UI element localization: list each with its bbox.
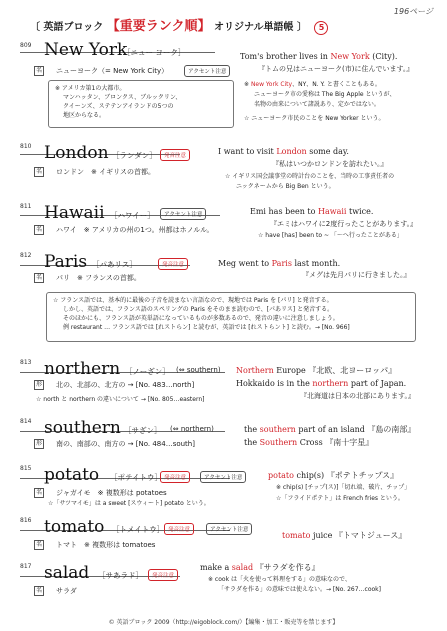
title-prefix: 〔 英語ブロック [30,22,104,33]
example-phrase: make a salad 『サラダを作る』 [200,563,320,572]
pronunciation: ［ランダン］ [112,151,157,160]
example-sentence: Tom's brother lives in New York (City). [240,52,398,61]
note-line: しかし、英語では、フランス語のスペリングの Paris をそのまま読むので、[パあリス] と発音する。 [63,306,334,313]
accent-tag: アクセント注意 [184,65,230,77]
entry-number: 811 [20,203,32,210]
headword: southern [44,418,121,438]
antonym: (⇔ northern) [170,425,214,433]
example-phrase: the Southern Cross 『南十字星』 [244,438,374,447]
pos-noun-badge: 名 [35,168,42,175]
example-sentence: Meg went to Paris last month. [218,259,341,268]
note: ニューヨーク市の愛称は The Big Apple というが、 [254,91,396,98]
meaning: ハワイ ※ アメリカの州の1つ。州都はホノルル。 [56,226,214,234]
note-line: マンハッタン、ブロンクス、ブルックリン、 [63,94,182,101]
note: ※ New York City、NY、N. Y. と書くこともある。 [244,81,381,88]
note: 名物の由来について諸説あり、定かではない。 [254,101,380,108]
pronunciation: ［トメイトウ］ [112,525,165,534]
note-line: 地区からなる。 [63,112,106,119]
headword: London [44,143,109,163]
note-box [46,292,416,342]
pronunciation-tag: 発音注意 [160,149,190,161]
pos-noun-badge: 名 [35,226,42,233]
accent-tag: アクセント注意 [206,523,252,535]
note: ☆ have [has] been to ~ 「～へ行ったことがある」 [258,232,403,239]
pronunciation: ［サざン］ [124,426,162,435]
note-line: クイーンズ、ステテンアイランドの5つの [63,103,174,110]
meaning: ニューヨーク（= New York City） [56,67,169,75]
meaning: パリ ※ フランスの首都。 [56,274,141,282]
note: ※ cook は「火を使って料理をする」の意味なので、 [208,576,351,583]
note: ※ chip(s) [チップ(ス)]「切れ端、破片、チップ」 [276,484,411,491]
pronunciation-tag: 発音注意 [164,523,194,535]
note: ☆ north と northern の違いについて → [No. 805…eastern] [36,396,205,403]
headword: salad [44,563,90,583]
note: ☆ イギリス国会議事堂の時計台のことを、当時の工事責任者の [225,173,395,180]
note-line: ※ アメリカ第1の大都市。 [55,85,126,92]
headword: tomato [44,517,105,537]
example-sentence: I want to visit London some day. [218,147,349,156]
example-translation: 『北海道は日本の北部にあります。』 [300,392,415,400]
title-suffix: オリジナル単語帳 〕 [214,22,307,33]
note: 「サラダを作る」の意味では使えない。→ [No. 267…cook] [218,586,381,593]
headword: potato [44,465,100,485]
meaning: トマト ※ 複数形は tomatoes [56,541,156,549]
pronunciation: ［ハワイー］ [110,211,155,220]
antonym: (⇔ southern) [176,366,221,374]
entry-number: 810 [20,143,32,150]
example-translation: 『私はいつかロンドンを訪れたい。』 [272,160,388,168]
pronunciation: ［ポテイトウ］ [110,473,162,482]
example-translation: 『トムの兄はニューヨーク(市)に住んでいます。』 [258,65,414,73]
pos-noun-badge: 名 [35,274,42,281]
pronunciation-tag: 発音注意 [158,258,188,270]
note: ☆「フライドポテト」は French fries という。 [276,495,404,502]
title-main: 【重要ランク順】 [106,19,211,34]
example-sentence: Hokkaido is in the northern part of Japan. [236,379,407,388]
note: ☆ ニューヨーク市民のことを New Yorker という。 [244,115,385,122]
example-phrase: potato chip(s) 『ポテトチップス』 [268,471,399,480]
entry-number: 812 [20,252,32,259]
entry-number: 809 [20,42,32,49]
example-translation: 『エミはハワイに2度行ったことがあります。』 [270,220,418,228]
pos-adjective-badge: 形 [35,381,42,388]
pronunciation: ［ノーざン］ [125,367,170,376]
note-line: ☆ フランス語では、基本的に最後の子音を読まない言語なので、現地では Paris を [パリ] と発音する。 [53,297,333,304]
entry-number: 815 [20,465,32,472]
pos-noun-badge: 名 [35,587,42,594]
example-phrase: Northern Europe 『北欧、北ヨーロッパ』 [236,366,397,375]
pronunciation-tag: 発音注意 [160,471,190,483]
example-sentence: Emi has been to Hawaii twice. [250,207,374,216]
pronunciation: ［ニュー ヨーク］ [123,48,186,57]
entry-number: 816 [20,517,32,524]
page-title [30,15,328,35]
headword: New York [44,40,128,60]
pos-noun-badge: 名 [35,67,42,74]
circle-number: 5 [314,21,328,35]
pronunciation: ［サあラド］ [98,571,143,580]
pos-adjective-badge: 形 [35,440,42,447]
example-phrase: the southern part of an island 『島の南部』 [244,425,416,434]
example-translation: 『メグは先月パリに行きました。』 [302,271,411,279]
entry-number: 814 [20,418,32,425]
headword: Hawaii [44,203,105,223]
pronunciation: ［パあリス］ [92,260,137,269]
headword: northern [44,359,121,379]
note: ☆「サツマイモ」は a sweet [スウィート] potato という。 [48,500,210,507]
entry-number: 813 [20,359,32,366]
example-phrase: tomato juice 『トマトジュース』 [282,531,407,540]
note-line: 例 restaurant … フランス語では [れストらン] と読むが、英語では [れストらント] と読む。→ [No. 966] [63,324,350,331]
pronunciation-tag: 発音注意 [148,569,178,581]
accent-tag: アクセント注意 [160,208,206,220]
headword: Paris [44,252,88,272]
note-box [48,80,234,128]
entry-number: 817 [20,563,32,570]
page-number: 196ページ [393,7,433,16]
copyright-footer: © 英語ブロック 2009（http://eigoblock.com/）【編集・加工・販売等を禁じます】 [108,619,339,626]
accent-tag: アクセント注意 [200,471,246,483]
meaning: ジャガイモ ※ 複数形は potatoes [56,489,167,497]
pos-noun-badge: 名 [35,541,42,548]
note-line: そのほかにも、フランス語が英単語になっているものが多数あるので、発音の違いに注意しましょう。 [63,315,339,322]
pos-noun-badge: 名 [35,489,42,496]
meaning: 北の、北部の、北方の → [No. 483…north] [56,381,195,389]
meaning: ロンドン ※ イギリスの首都。 [56,168,155,176]
meaning: サラダ [56,587,77,595]
note: ニックネームから Big Ben という。 [236,183,335,190]
meaning: 南の、南部の、南方の → [No. 484…south] [56,440,195,448]
